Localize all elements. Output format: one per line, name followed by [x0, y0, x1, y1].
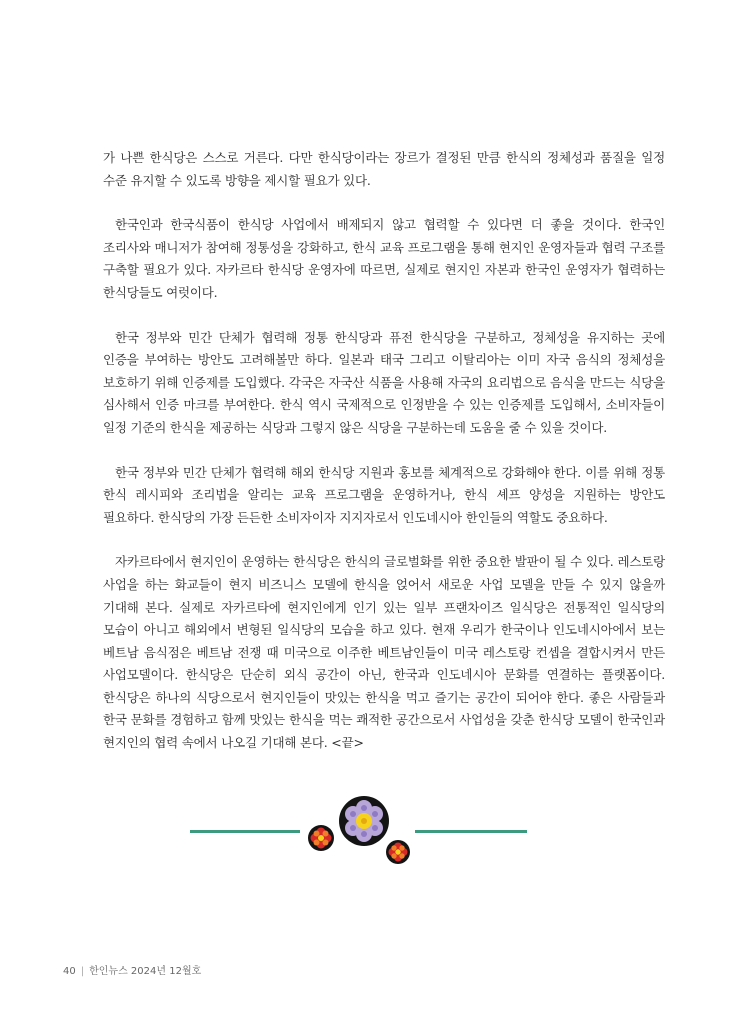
floral-ornament-divider [185, 795, 530, 865]
right-green-line-icon [415, 830, 527, 833]
left-green-line-icon [190, 830, 300, 833]
paragraph-5: 자카르타에서 현지인이 운영하는 한식당은 한식의 글로벌화를 위한 중요한 발판이 될 수 있다. 레스토랑 사업을 하는 화교들이 현지 비즈니스 모델에 한식을 얹어서 새로운 사업 모델을 만들 수 있지 않을까 기대해 본다. 실제로 자카르타에 현지인에게 인기 있는 일부 프랜차이즈 일식당은 전통적인 일식당의 모습이 아니고 해외에서 변형된 일식당의 모습을 하고 있다. 현재 우리가 한국이나 인도네시아에서 보는 베트남 음식점은 베트남 전쟁 때 미국으로 이주한 베트남인들이 미국 레스토랑 컨셉을 결합시켜서 만든 사업모델이다. 한식당은 단순히 외식 공간이 아닌, 한국과 인도네시아 문화를 연결하는 플랫폼이다. 한식당은 하나의 식당으로서 현지인들이 맛있는 한식을 먹고 즐기는 공간이 되어야 한다. 좋은 사람들과 한국 문화를 경험하고 함께 맛있는 한식을 먹는 쾌적한 공간으로서 사업성을 갖춘 한식당 모델이 한국인과 현지인의 협력 속에서 나오길 기대해 본다. <끝> [103, 554, 665, 751]
page-footer [63, 962, 201, 977]
footer-separator: | [80, 966, 85, 977]
paragraph-3: 한국 정부와 민간 단체가 협력해 정통 한식당과 퓨전 한식당을 구분하고, 정체성을 유지하는 곳에 인증을 부여하는 방안도 고려해볼만 하다. 일본과 태국 그리고 이탈리아는 이미 자국 음식의 정체성을 보호하기 위해 인증제를 도입했다. 각국은 자국산 식품을 사용해 자국의 요리법으로 음식을 만드는 식당을 심사해서 인증 마크를 부여한다. 한식 역시 국제적으로 인정받을 수 있는 인증제를 도입해서, 소비자들이 일정 기준의 한식을 제공하는 식당과 그렇지 않은 식당을 구분하는데 도움을 줄 수 있을 것이다. [103, 329, 665, 435]
left-small-flower-icon [308, 825, 334, 851]
right-small-flower-icon [386, 840, 410, 864]
center-large-flower-icon [339, 796, 389, 846]
paragraph-4: 한국 정부와 민간 단체가 협력해 해외 한식당 지원과 홍보를 체계적으로 강화해야 한다. 이를 위해 정통 한식 레시피와 조리법을 알리는 교육 프로그램을 운영하거나, 한식 셰프 양성을 지원하는 방안도 필요하다. 한식당의 가장 든든한 소비자이자 지지자로서 인도네시아 한인들의 역할도 중요하다. [103, 464, 665, 525]
paragraph-2: 한국인과 한국식품이 한식당 사업에서 배제되지 않고 협력할 수 있다면 더 좋을 것이다. 한국인 조리사와 매니저가 참여해 정통성을 강화하고, 한식 교육 프로그램을 통해 현지인 운영자들과 협력 구조를 구축할 필요가 있다. 자카르타 한식당 운영자에 따르면, 실제로 현지인 자본과 한국인 운영자가 협력하는 한식당들도 여럿이다. [103, 217, 665, 300]
paragraph-1: 가 나쁜 한식당은 스스로 거른다. 다만 한식당이라는 장르가 결정된 만큼 한식의 정체성과 품질을 일정 수준 유지할 수 있도록 방향을 제시할 필요가 있다. [103, 150, 665, 188]
publication-name: 한인뉴스 2024년 12월호 [89, 966, 202, 977]
page-number: 40 [63, 966, 76, 977]
article-body [103, 147, 665, 777]
